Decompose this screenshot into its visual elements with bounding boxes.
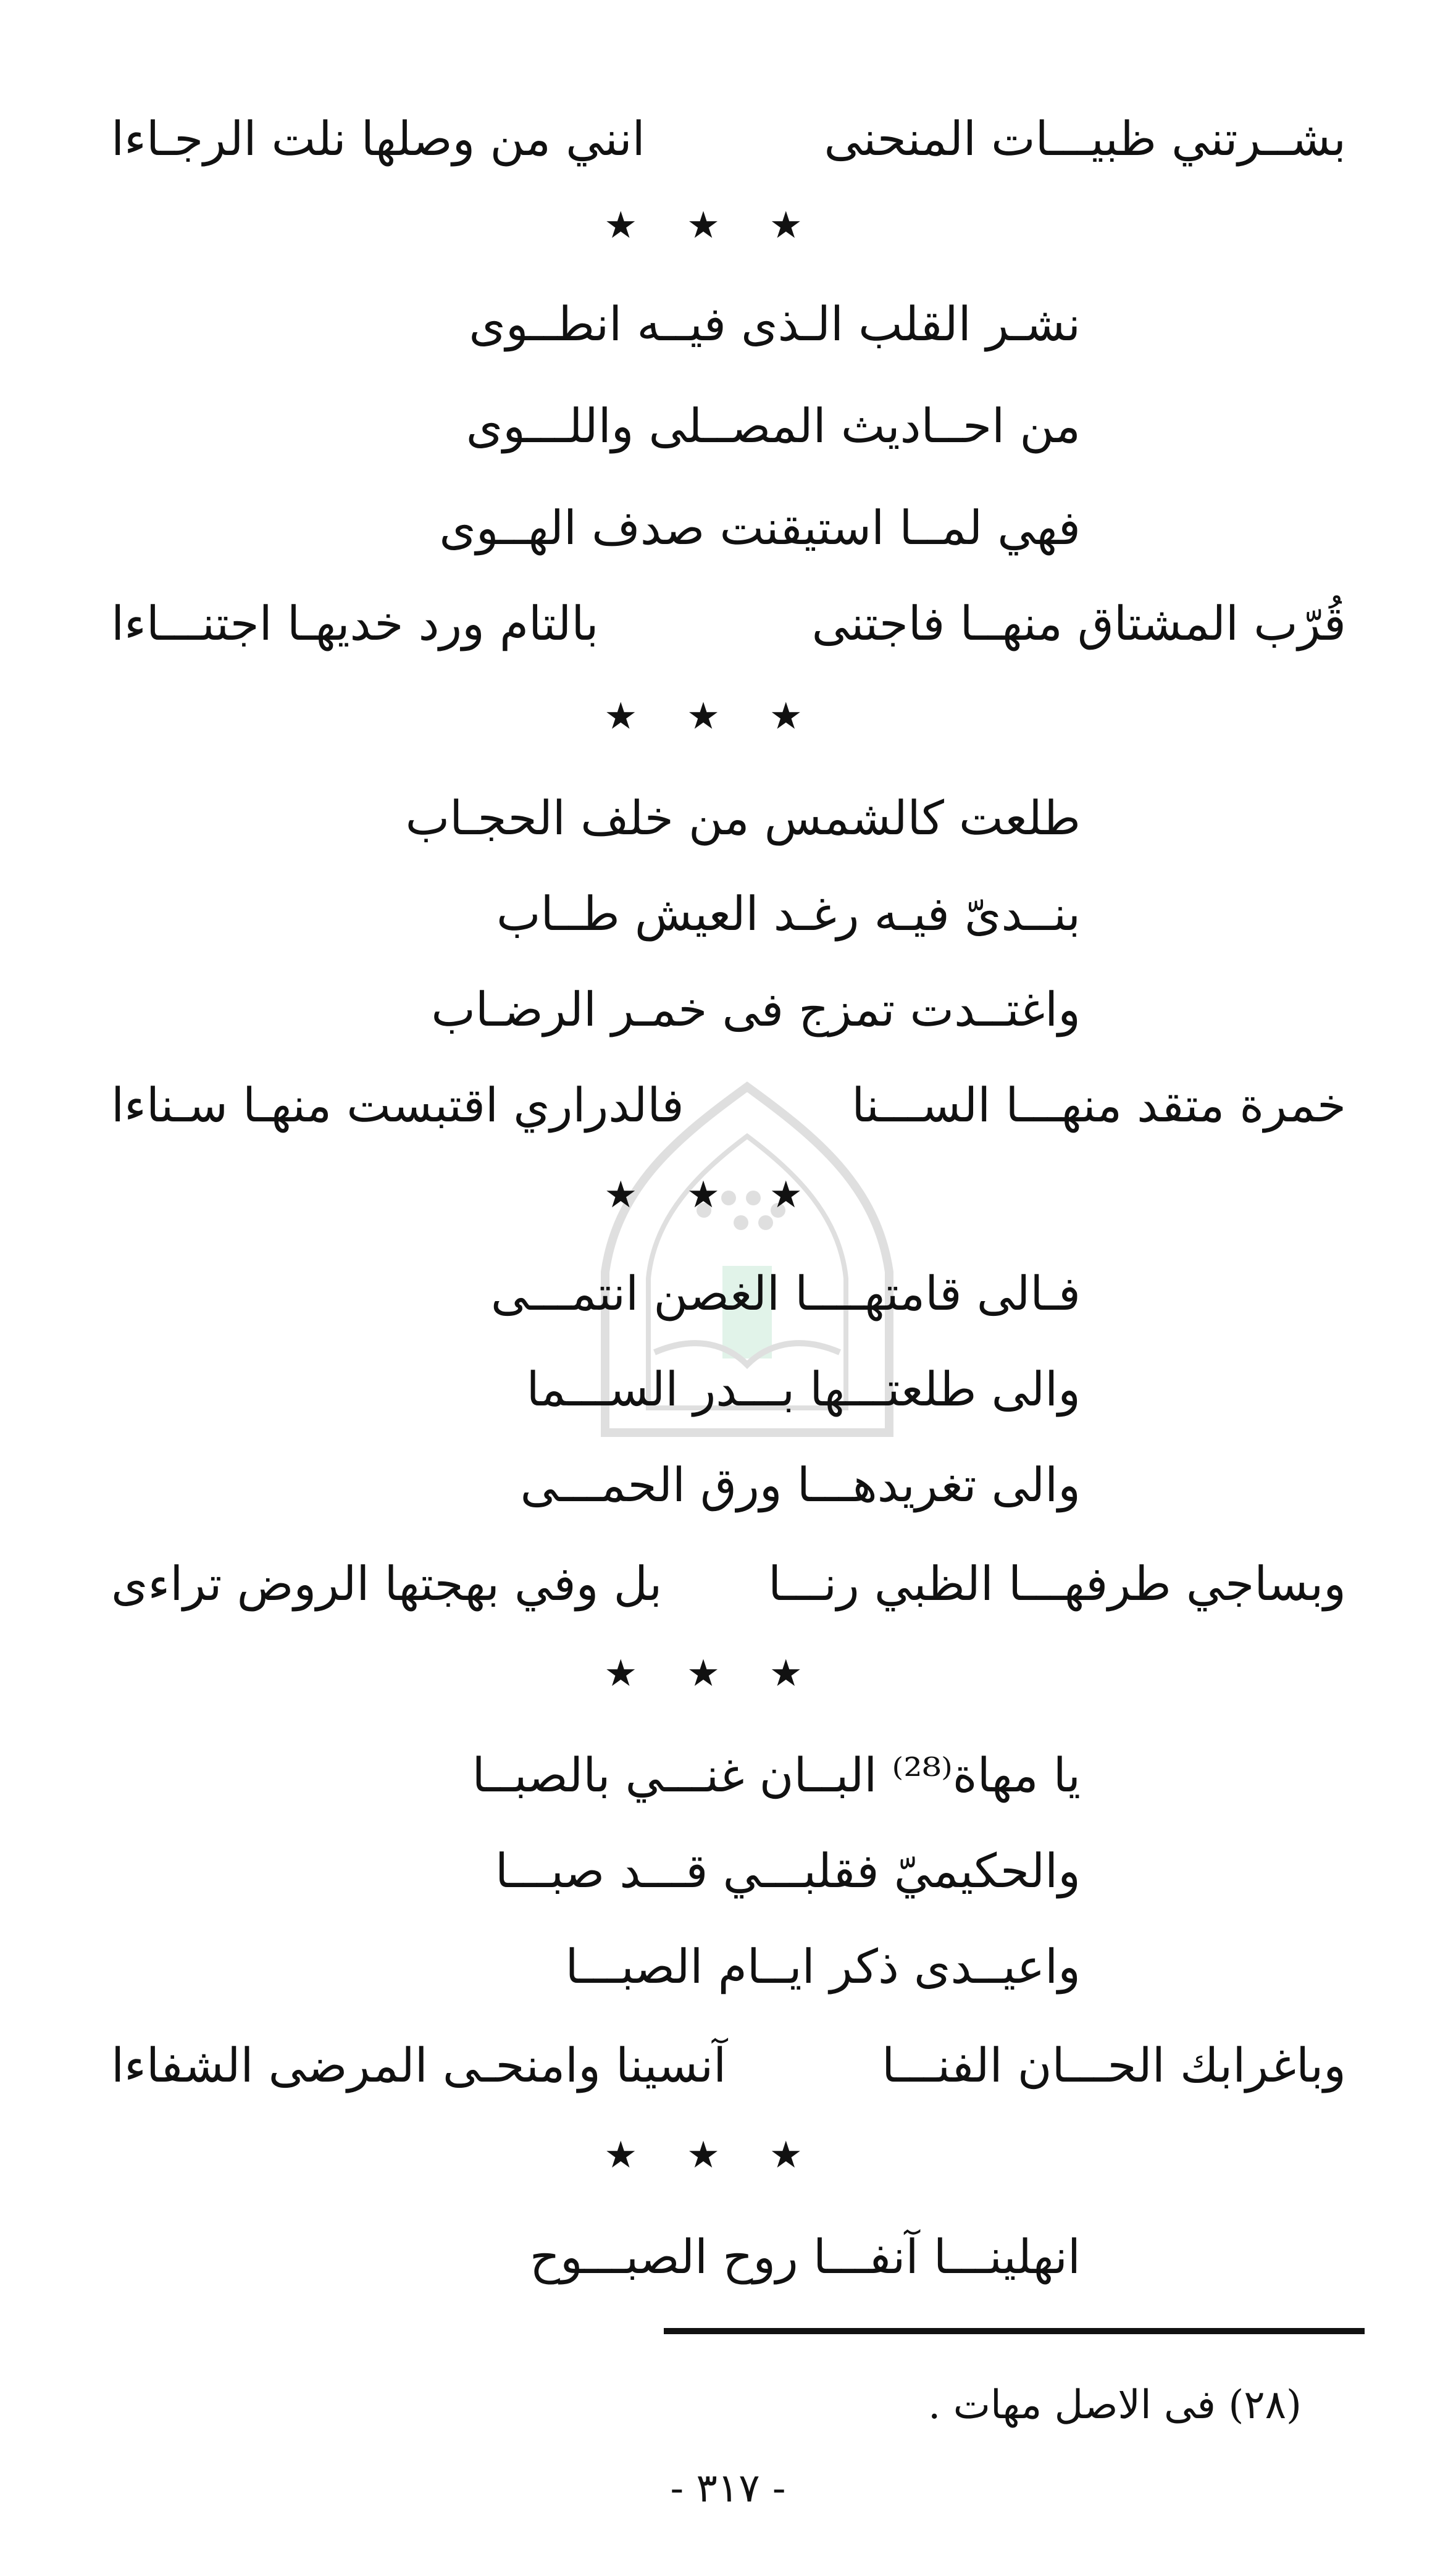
hemistich-left: انني من وصلها نلت الرجـاءا xyxy=(111,111,645,166)
poem-line: بنــدىّ فيـه رغـد العيش طــاب xyxy=(496,886,1081,941)
poem-line: فهي لمــا استيقنت صدف الهــوى xyxy=(439,500,1081,555)
poem-line-full xyxy=(111,1550,1346,1618)
poem-line: والى طلعتـــها بـــدر الســـما xyxy=(526,1362,1081,1417)
poem-line-full xyxy=(111,1071,1346,1139)
poem-line: انهلينـــا آنفـــا روح الصبـــوح xyxy=(529,2229,1081,2284)
poem-line: طلعت كالشمس من خلف الحجـاب xyxy=(405,790,1081,845)
hemistich-right: قُرّب المشتاق منهــا فاجتنى xyxy=(811,596,1346,651)
poem-line: واغتــدت تمزج فى خمـر الرضـاب xyxy=(431,982,1081,1037)
hemistich-left: بالتام ورد خديهـا اجتنـــاءا xyxy=(111,596,599,651)
page-number: - ٣١٧ - xyxy=(670,2466,786,2511)
hemistich-right: بشــرتني ظبيـــات المنحنى xyxy=(824,111,1346,166)
hemistich-left: فالدراري اقتبست منهـا سـناءا xyxy=(111,1078,684,1133)
poem-line: من احــاديث المصــلى واللـــوى xyxy=(466,398,1081,453)
stanza-separator: ★★★ xyxy=(604,204,852,247)
poem-line: واعيــدى ذكر ايــام الصبـــا xyxy=(565,1939,1081,1994)
hemistich-right: وبساجي طرفهـــا الظبي رنـــا xyxy=(768,1556,1346,1611)
poem-line: يا مهاة⁽²⁸⁾ البــان غنـــي بالصبــا xyxy=(472,1748,1081,1803)
stanza-separator: ★★★ xyxy=(604,2133,852,2177)
footnote-rule xyxy=(664,2328,1365,2334)
stanza-separator: ★★★ xyxy=(604,695,852,738)
hemistich-right: وباغرابك الحـــان الفنـــا xyxy=(881,2038,1346,2093)
poem-line: نشـر القلب الـذى فيــه انطــوى xyxy=(469,296,1081,351)
poem-line-full xyxy=(111,2032,1346,2100)
poem-line: والحكيميّ فقلبـــي قـــد صبـــا xyxy=(495,1843,1081,1898)
stanza-separator: ★★★ xyxy=(604,1173,852,1216)
poem-line-full xyxy=(111,105,1346,173)
hemistich-left: بل وفي بهجتها الروض تراءى xyxy=(111,1556,663,1611)
footnote: (٢٨) فى الاصل مهات . xyxy=(928,2382,1302,2428)
poem-line: فـالى قامتهــــا الغصن انتمـــى xyxy=(490,1266,1081,1321)
hemistich-right: خمرة متقد منهـــا الســـنا xyxy=(851,1078,1346,1133)
poem-line: والى تغريدهـــا ورق الحمـــى xyxy=(520,1457,1081,1512)
poem-line-full xyxy=(111,590,1346,658)
stanza-separator: ★★★ xyxy=(604,1652,852,1695)
hemistich-left: آنسينا وامنحـى المرضى الشفاءا xyxy=(111,2038,727,2093)
